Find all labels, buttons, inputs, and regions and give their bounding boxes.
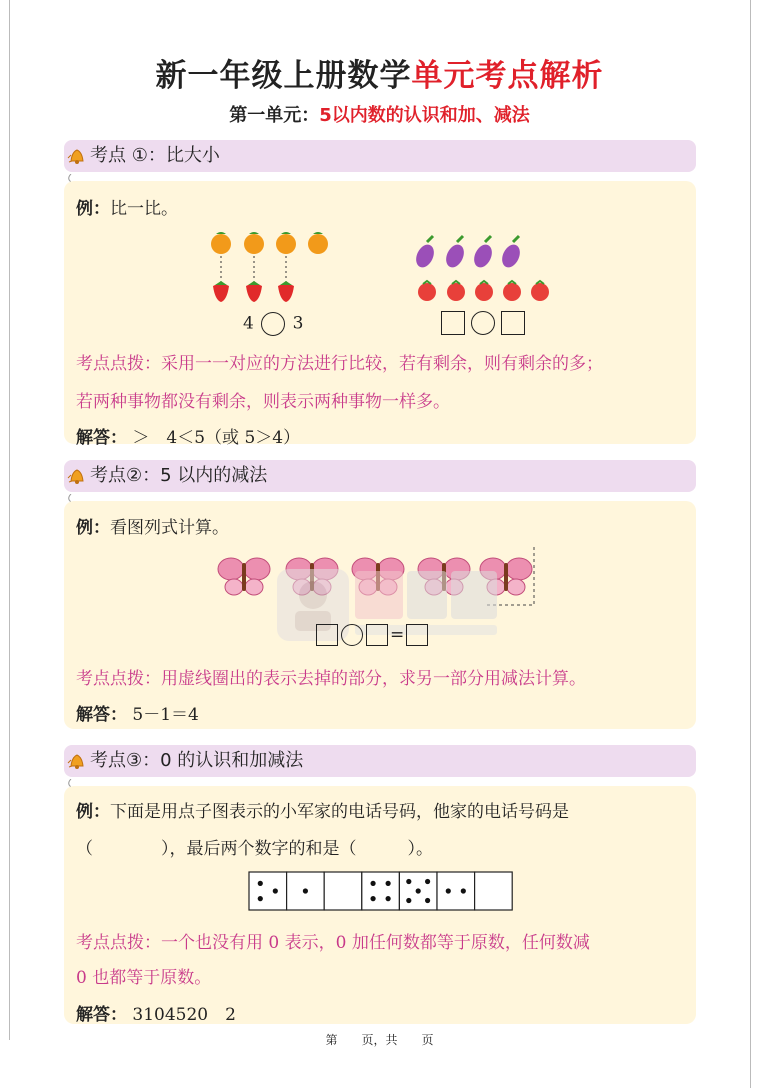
- answer-box[interactable]: [441, 311, 465, 335]
- butterfly-icon: [218, 558, 270, 595]
- eggplants-tomatoes-figure: [413, 232, 553, 306]
- tip-line: 考点点拨：用虚线圈出的表示去掉的部分，求另一部分用减法计算。: [76, 669, 586, 689]
- section-heading: 考点②：5 以内的减法: [90, 465, 268, 486]
- strawberry-icon: [213, 281, 229, 302]
- dice-dot: [425, 898, 430, 903]
- tomato-icon: [418, 281, 436, 301]
- dice-cell: [437, 872, 475, 910]
- equals-sign: =: [390, 624, 405, 645]
- tip-line: 若两种事物都没有剩余，则表示两种事物一样多。: [76, 392, 450, 412]
- answer-box[interactable]: [406, 624, 428, 646]
- dice-dot: [303, 888, 308, 893]
- dice-dot: [273, 888, 278, 893]
- unit-topic: 5以内数的认识和加、减法: [319, 105, 530, 126]
- compare-expression: [243, 312, 303, 336]
- dice-cell: [249, 872, 287, 910]
- section-header-1: [64, 140, 696, 172]
- page-subtitle: [0, 101, 759, 127]
- tomato-icon: [531, 281, 549, 301]
- dice-dot: [370, 881, 375, 886]
- strawberry-icon: [246, 281, 262, 302]
- oranges-strawberries-figure: [204, 226, 334, 306]
- example-line: 例：下面是用点子图表示的小军家的电话号码，他家的电话号码是: [76, 802, 569, 822]
- eggplant-icon: [443, 236, 468, 270]
- dot-dice-row: [248, 871, 514, 911]
- section-header-2: [64, 460, 696, 492]
- orange-icon: [276, 232, 296, 254]
- answer-line: 解答： 5－1＝4: [76, 705, 199, 725]
- answer-box[interactable]: [316, 624, 338, 646]
- dice-dot: [258, 881, 263, 886]
- eggplant-icon: [413, 236, 437, 270]
- dice-dot: [406, 898, 411, 903]
- bell-icon: [67, 751, 87, 771]
- dice-dot: [386, 881, 391, 886]
- tip-line: 考点点拨：一个也没有用 0 表示，0 加任何数都等于原数，任何数减: [76, 933, 590, 953]
- tip-line: 0 也都等于原数。: [76, 968, 212, 988]
- answer-box[interactable]: [366, 624, 388, 646]
- compare-circle[interactable]: [261, 312, 285, 336]
- dice-cell: [362, 872, 400, 910]
- dice-dot: [446, 888, 451, 893]
- compare-left: 4: [243, 313, 254, 334]
- section-heading: 考点③：0 的认识和加减法: [90, 750, 304, 771]
- example-line: 例：比一比。: [76, 199, 178, 219]
- dice-dot: [386, 896, 391, 901]
- dice-dot: [258, 896, 263, 901]
- blank-compare-expression: [441, 311, 525, 335]
- page-footer: 第 页，共 页: [325, 1033, 434, 1047]
- answer-line: 解答： ＞ 4＜5（或 5＞4）: [76, 428, 301, 448]
- dice-dot: [370, 896, 375, 901]
- tomato-icon: [447, 281, 465, 301]
- title-highlight: 单元考点解析: [411, 58, 604, 94]
- compare-circle[interactable]: [471, 311, 495, 335]
- bell-icon: [67, 466, 87, 486]
- right-margin-line: [750, 0, 751, 1088]
- tomato-icon: [503, 281, 521, 301]
- operator-circle[interactable]: [341, 624, 363, 646]
- dice-cell: [324, 872, 362, 910]
- dice-cell: [475, 872, 513, 910]
- eggplant-icon: [471, 236, 496, 270]
- orange-icon: [308, 232, 328, 254]
- eggplant-icon: [499, 236, 524, 270]
- example-line: 例：看图列式计算。: [76, 518, 229, 538]
- section-header-3: [64, 745, 696, 777]
- compare-right: 3: [292, 313, 304, 334]
- answer-line: 解答： 3104520 2: [76, 1005, 236, 1025]
- tomato-icon: [475, 281, 493, 301]
- strawberry-icon: [278, 281, 294, 302]
- bell-icon: [67, 146, 87, 166]
- dice-dot: [406, 879, 411, 884]
- tip-line: 考点点拨：采用一一对应的方法进行比较，若有剩余，则有剩余的多；: [76, 354, 603, 374]
- orange-icon: [244, 232, 264, 254]
- page-title: [0, 50, 759, 95]
- unit-label: 第一单元：: [229, 105, 320, 126]
- dice-dot: [425, 879, 430, 884]
- dice-dot: [416, 888, 421, 893]
- equation-blanks: [316, 624, 428, 646]
- section-heading: 考点 ①：比大小: [90, 145, 220, 166]
- orange-icon: [211, 232, 231, 254]
- left-margin-line: [9, 0, 10, 1040]
- answer-box[interactable]: [501, 311, 525, 335]
- example-line: （ ），最后两个数字的和是（ ）。: [76, 839, 433, 859]
- title-main: 新一年级上册数学: [155, 58, 412, 94]
- dice-dot: [461, 888, 466, 893]
